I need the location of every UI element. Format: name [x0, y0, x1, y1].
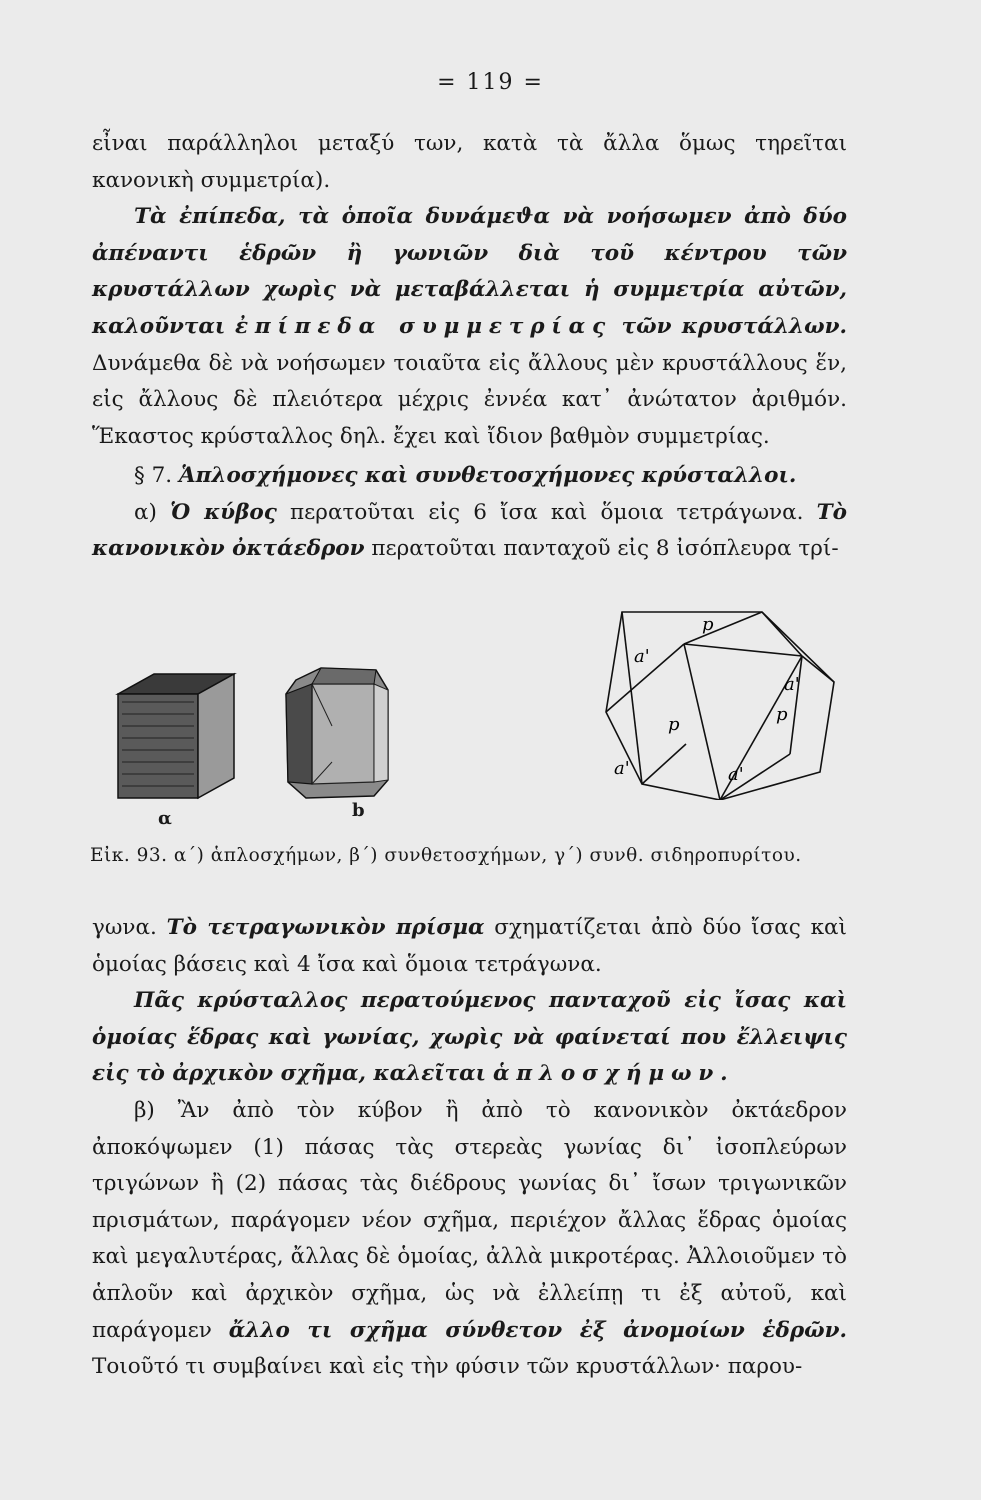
face-label: a'	[728, 764, 744, 785]
bold-italic-text: τῶν κρυστάλλων.	[621, 313, 847, 339]
paragraph-text: περατοῦται πανταχοῦ εἰς 8 ἰσόπλευρα τρί-	[371, 536, 839, 562]
paragraph-text: β) Ἂν ἀπὸ τὸν κύβον ἢ ἀπὸ τὸ κανονικὸν ὀκτάεδρον ἀποκόψωμεν (1) πάσας τὰς στερεὰς γωνίας δι᾿ ἰσοπλεύρων τριγώνων ἢ (2) πάσας τὰς διέδρους γωνίας δι᾿ ἴσων τριγωνικῶν πρισμάτων, παράγομεν νέον σχῆμα, περιέχον ἄλλας ἕδρας ὁμοίας καὶ μεγαλυτέρας, ἄλλας δὲ ὁμοίας, ἀλλὰ μικροτέρας. Ἀλλοιοῦμεν τὸ ἁπλοῦν καὶ ἀρχικὸν σχῆμα, ὡς νὰ ἐλλείπῃ τι ἐξ αὐτοῦ, καὶ παράγομεν	[92, 1097, 847, 1343]
section-heading	[92, 458, 847, 495]
figure-label-a: α	[158, 808, 172, 829]
face-label: p	[776, 704, 788, 725]
paragraph-symmetry-planes	[92, 199, 847, 455]
cube-crystal-drawing	[106, 668, 241, 808]
figure-93	[92, 600, 852, 830]
paragraph-text: γωνα.	[92, 915, 157, 940]
paragraph-text: Δυνάμεθα δὲ νὰ νοήσωμεν τοιαῦτα εἰς ἄλλους μὲν κρυστάλλους ἕν, εἰς ἄλλους δὲ πλειότερα μέχρις ἐννέα κατ᾿ ἀνώτατον ἀριθμόν. Ἕκαστος κρύσταλλος δηλ. ἔχει καὶ ἴδιον βαθμὸν συμμετρίας.	[92, 350, 847, 449]
pyritohedron-drawing	[602, 604, 842, 800]
bold-italic-text: Πᾶς κρύσταλλος περατούμενος πανταχοῦ εἰς ἴσας καὶ ὁμοίας ἕδρας καὶ γωνίας, χωρὶς νὰ φαίνεταί που ἔλλειψις εἰς τὸ ἀρχικὸν σχῆμα, καλεῖται	[92, 988, 847, 1087]
text-block-section-7	[92, 458, 847, 568]
figure-label-b: b	[352, 800, 365, 821]
term-cube: Ὁ κύβος	[170, 499, 277, 525]
text-block-bottom	[92, 910, 847, 1386]
spaced-term: ἐπίπεδα συμμετρίας	[234, 313, 613, 339]
section-title: Ἁπλοσχήμονες καὶ συνθετοσχήμονες κρύσταλλοι.	[178, 463, 797, 488]
face-label: a'	[784, 674, 800, 695]
combined-crystal-drawing	[276, 662, 396, 802]
term-prism: Τὸ τετραγωνικὸν πρίσμα	[166, 915, 485, 940]
paragraph-definition	[92, 983, 847, 1093]
page-number: = 119 =	[437, 70, 544, 95]
text-block-top	[92, 126, 847, 455]
bold-italic-text: Τὰ ἐπίπεδα, τὰ ὁποῖα δυνάμεϑα νὰ νοήσωμεν ἀπὸ δύο ἀπέναντι ἑδρῶν ἢ γωνιῶν διὰ τοῦ κέντρου τῶν κρυστάλλων χωρὶς νὰ μεταβάλλεται ἡ συμμετρία αὐτῶν, καλοῦνται	[92, 204, 847, 339]
term-octahedron: Τὸ κανονικὸν ὀκτάεδρον	[92, 499, 847, 562]
face-label: p	[668, 714, 680, 735]
face-label: a'	[614, 758, 630, 779]
paragraph-text: περατοῦται εἰς 6 ἴσα καὶ ὅμοια τετράγωνα.	[290, 499, 804, 525]
paragraph-cube	[92, 495, 847, 568]
paragraph-text: σχηματίζεται ἀπὸ δύο ἴσας καὶ ὁμοίας βάσεις καὶ 4 ἴσα καὶ ὅμοια τετράγωνα.	[92, 915, 847, 977]
paragraph-prism	[92, 910, 847, 983]
item-prefix: α)	[134, 499, 157, 525]
figure-caption: Εἰκ. 93. α΄) ἁπλοσχήμων, β΄) συνθετοσχήμων, γ΄) συνθ. σιδηροπυρίτου.	[90, 845, 802, 866]
spaced-term: ἁπλοσχήμων.	[492, 1061, 735, 1087]
section-number: § 7.	[134, 463, 173, 488]
paragraph: εἶναι παράλληλοι μεταξύ των, κατὰ τὰ ἄλλα ὅμως τηρεῖται κανονικὴ συμμετρία).	[92, 131, 847, 193]
bold-italic-text: ἄλλο τι σχῆμα σύνθετον ἐξ ἀνομοίων ἑδρῶν.	[228, 1317, 847, 1343]
face-label: a'	[634, 646, 650, 667]
paragraph-beta	[92, 1093, 847, 1386]
face-label: p	[702, 614, 714, 635]
paragraph-text: Τοιοῦτό τι συμβαίνει καὶ εἰς τὴν φύσιν τῶν κρυστάλλων· παρου-	[92, 1354, 803, 1380]
